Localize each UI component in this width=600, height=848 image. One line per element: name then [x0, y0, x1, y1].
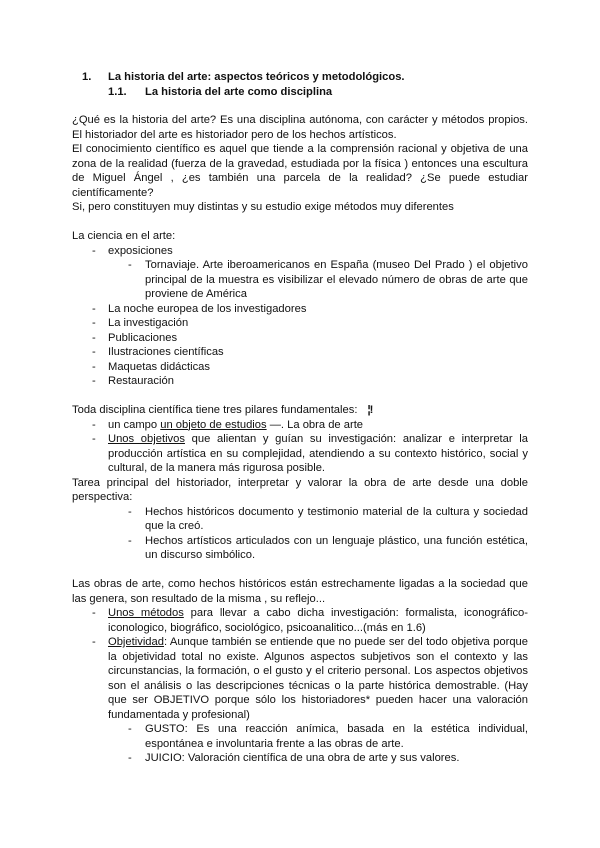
list-item: - Publicaciones: [92, 331, 178, 344]
dash-bullet: -: [92, 317, 96, 329]
dash-bullet: -: [92, 302, 96, 315]
document-page: [72, 70, 528, 766]
list-item: - Unos objetivos que alientan y guían su investigación: analizar e interpretar la producción artística en su complejidad, atendiendo a su contexto histórico, social y cultural, de la manera más rigurosa posible.: [92, 433, 528, 474]
sub-list-item: - Hechos históricos documento y testimonio material de la cultura y sociedad que la creó.: [128, 505, 528, 532]
underlined-term: un objeto de estudios: [160, 418, 267, 431]
sub-list-item: - JUICIO: Valoración científica de una obra de arte y sus valores.: [128, 752, 460, 764]
dash-bullet: -: [128, 752, 132, 764]
underlined-term: Objetividad: [108, 636, 164, 648]
list-item: - Ilustraciones científicas: [92, 346, 224, 358]
blank-line: [72, 563, 528, 578]
heading-1-1-number: 1.1.: [108, 86, 127, 98]
blank-line: [72, 389, 528, 404]
pilares-intro: Toda disciplina científica tiene tres pilares fundamentales: ¦!: [72, 404, 373, 416]
dash-bullet: -: [128, 259, 132, 271]
underlined-term: Unos objetivos: [108, 433, 185, 445]
list-item: - exposiciones: [92, 244, 173, 257]
obras-paragraph: Las obras de arte, como hechos históricos están estrechamente ligadas a la sociedad que las genera, son resultado de la misma , su reflejo...: [72, 578, 528, 605]
blank-line: [72, 215, 528, 230]
sub-list-item: - GUSTO: Es una reacción anímica, basada en la estética individual, espontánea e involuntaria frente a las obras de arte.: [128, 723, 528, 750]
ciencia-title: La ciencia en el arte:: [72, 230, 176, 242]
list-item: - Objetividad: Aunque también se entiende que no puede ser del todo objetiva porque la objetividad total no existe. Algunos aspectos subjetivos son el contexto y las circunstancias, la formación, o el gusto y el criterio personal. Los aspectos objetivos son el análisis o las descripciones técnicas o la parte histórica demostrable. (Hay que ser OBJETIVO porque sólo los historiadores* pueden hacer una valoración fundamentada y profesional): [92, 636, 528, 721]
dash-bullet: -: [92, 331, 96, 344]
list-item: - Unos métodos para llevar a cabo dicha investigación: formalista, iconográfico-iconologico, biográfico, sociológico, psicoanalitico...(más en 1.6): [92, 607, 528, 634]
dash-bullet: -: [92, 433, 96, 445]
intro-paragraph-3: Si, pero constituyen muy distintas y su estudio exige métodos muy diferentes: [72, 201, 454, 213]
dash-bullet: -: [92, 375, 96, 387]
spacer: [72, 100, 528, 113]
dash-bullet: -: [92, 607, 96, 619]
dash-bullet: -: [92, 360, 96, 373]
dash-bullet: -: [92, 636, 96, 648]
list-item: - La noche europea de los investigadores: [92, 302, 307, 315]
dash-bullet: -: [128, 534, 132, 547]
list-item: - un campo un objeto de estudios —. La obra de arte: [92, 418, 364, 431]
dash-bullet: -: [92, 418, 96, 431]
list-item: - Restauración: [92, 375, 174, 387]
list-item: - La investigación: [92, 317, 189, 329]
underlined-term: Unos métodos: [108, 607, 184, 619]
tarea-paragraph: Tarea principal del historiador, interpretar y valorar la obra de arte desde una doble perspectiva:: [72, 476, 528, 503]
heading-1-text: La historia del arte: aspectos teóricos y metodológicos.: [108, 71, 405, 83]
heading-1-1: [72, 85, 528, 100]
heading-1: [72, 70, 528, 85]
dash-bullet: -: [128, 505, 132, 518]
sub-list-item: - Hechos artísticos articulados con un lenguaje plástico, una función estética, un discurso simbólico.: [128, 534, 528, 561]
intro-paragraph-1: ¿Qué es la historia del arte? Es una disciplina autónoma, con carácter y métodos propios. El historiador del arte es historiador pero de los hechos artísticos.: [72, 114, 528, 141]
sub-list-item: - Tornaviaje. Arte iberoamericanos en España (museo Del Prado ) el objetivo principal de la muestra es visibilizar el elevado número de obras de arte que proviene de América: [128, 259, 528, 300]
heading-1-number: 1.: [82, 71, 92, 83]
dash-bullet: -: [92, 244, 96, 257]
heading-1-1-text: La historia del arte como disciplina: [145, 86, 333, 98]
dash-bullet: -: [92, 346, 96, 358]
dash-bullet: -: [128, 723, 132, 735]
intro-paragraph-2: El conocimiento científico es aquel que tiende a la comprensión racional y objetiva de una zona de la realidad (fuerza de la gravedad, estudiada por la física ) entonces una escultura de Miguel Ángel , ¿es también una parcela de la realidad? ¿Se puede estudiar científicamente?: [72, 143, 528, 199]
list-item: - Maquetas didácticas: [92, 360, 210, 373]
edit-mark-icon: ¦!: [367, 404, 373, 416]
